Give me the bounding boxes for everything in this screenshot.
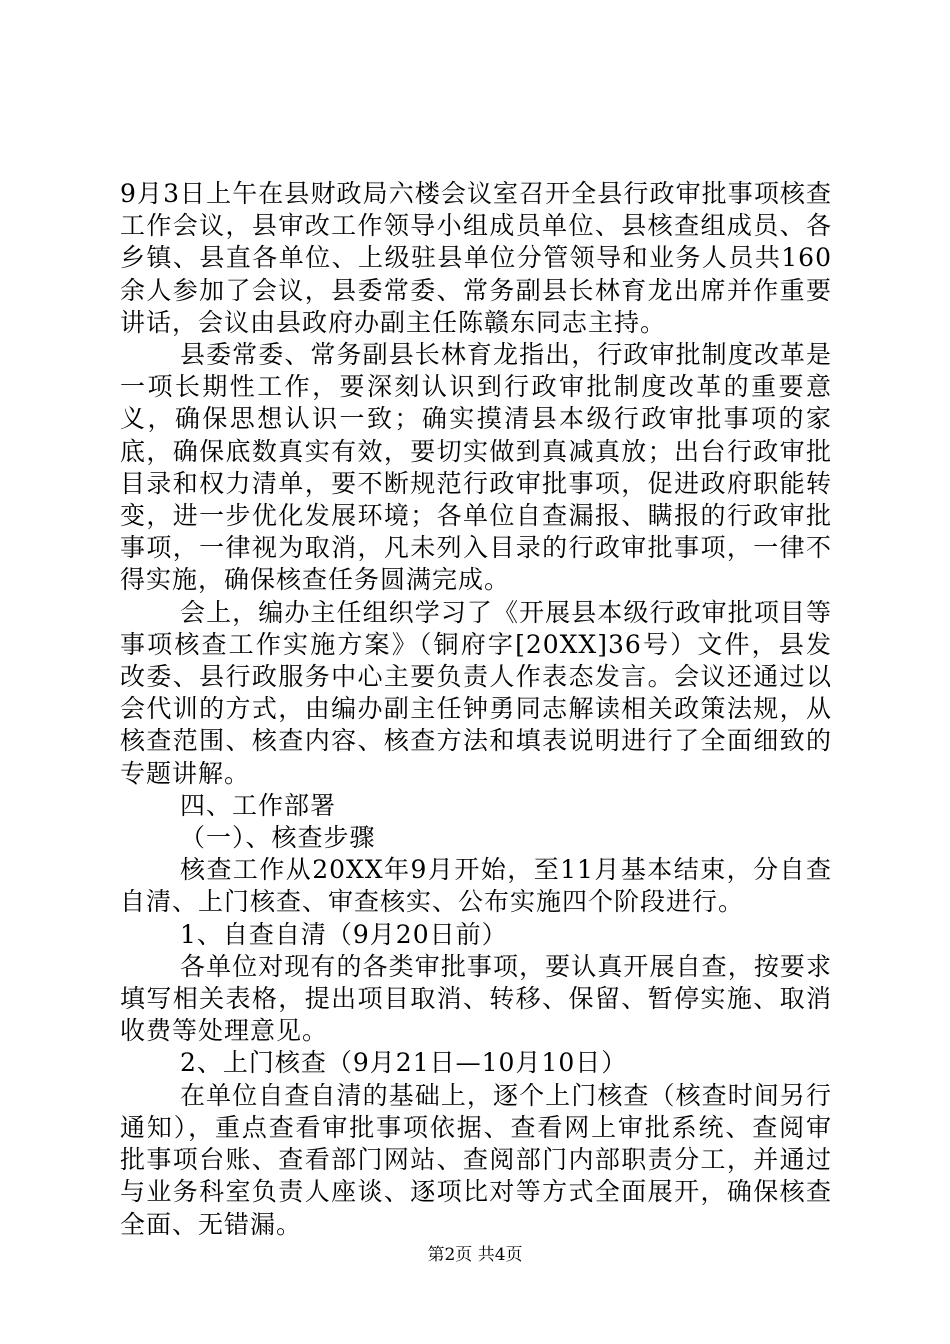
paragraph-leader-remarks: 县委常委、常务副县长林育龙指出，行政审批制度改革是一项长期性工作，要深刻认识到行政审批制度改革的重要意义，确保思想认识一致；确实摸清县本级行政审批事项的家底，确保底数真实有效，要切实做到真减真放；出台行政审批目录和权力清单，要不断规范行政审批事项，促进政府职能转变，进一步优化发展环境；各单位自查漏报、瞒报的行政审批事项，一律视为取消，凡未列入目录的行政审批事项，一律不得实施，确保核查任务圆满完成。 <box>120 340 832 595</box>
subsection-heading-verification-steps: （一）、核查步骤 <box>180 823 376 853</box>
step-heading-self-check: 1、自查自清（9月20日前） <box>180 919 508 949</box>
paragraph-self-check: 各单位对现有的各类审批事项，要认真开展自查，按要求填写相关表格，提出项目取消、转移、保留、暂停实施、取消收费等处理意见。 <box>120 951 832 1046</box>
section-heading-work-deployment: 四、工作部署 <box>180 790 337 820</box>
paragraph-verification-timeline: 核查工作从20XX年9月开始，至11月基本结束，分自查自清、上门核查、审查核实、公布实施四个阶段进行。 <box>120 855 832 917</box>
paragraph-meeting-summary: 9月3日上午在县财政局六楼会议室召开全县行政审批事项核查工作会议，县审改工作领导小组成员单位、县核查组成员、各乡镇、县直各单位、上级驻县单位分管领导和业务人员共160余人参加了会议，县委常委、常务副县长林育龙出席并作重要讲话，会议由县政府办副主任陈赣东同志主持。 <box>120 179 832 337</box>
step-heading-onsite-check: 2、上门核查（9月21日—10月10日） <box>180 1048 628 1078</box>
page-number-footer: 第2页 共4页 <box>427 1245 523 1265</box>
paragraph-onsite-check: 在单位自查自清的基础上，逐个上门核查（核查时间另行通知），重点查看审批事项依据、查看网上审批系统、查阅审批事项台账、查看部门网站、查阅部门内部职责分工，并通过与业务科室负责人座谈、逐项比对等方式全面展开，确保核查全面、无错漏。 <box>120 1080 832 1239</box>
paragraph-meeting-study: 会上，编办主任组织学习了《开展县本级行政审批项目等事项核查工作实施方案》（铜府字[20XX]36号）文件，县发改委、县行政服务中心主要负责人作表态发言。会议还通过以会代训的方式，由编办副主任钟勇同志解读相关政策法规，从核查范围、核查内容、核查方法和填表说明进行了全面细致的专题讲解。 <box>120 597 832 788</box>
document-body <box>120 178 832 1241</box>
